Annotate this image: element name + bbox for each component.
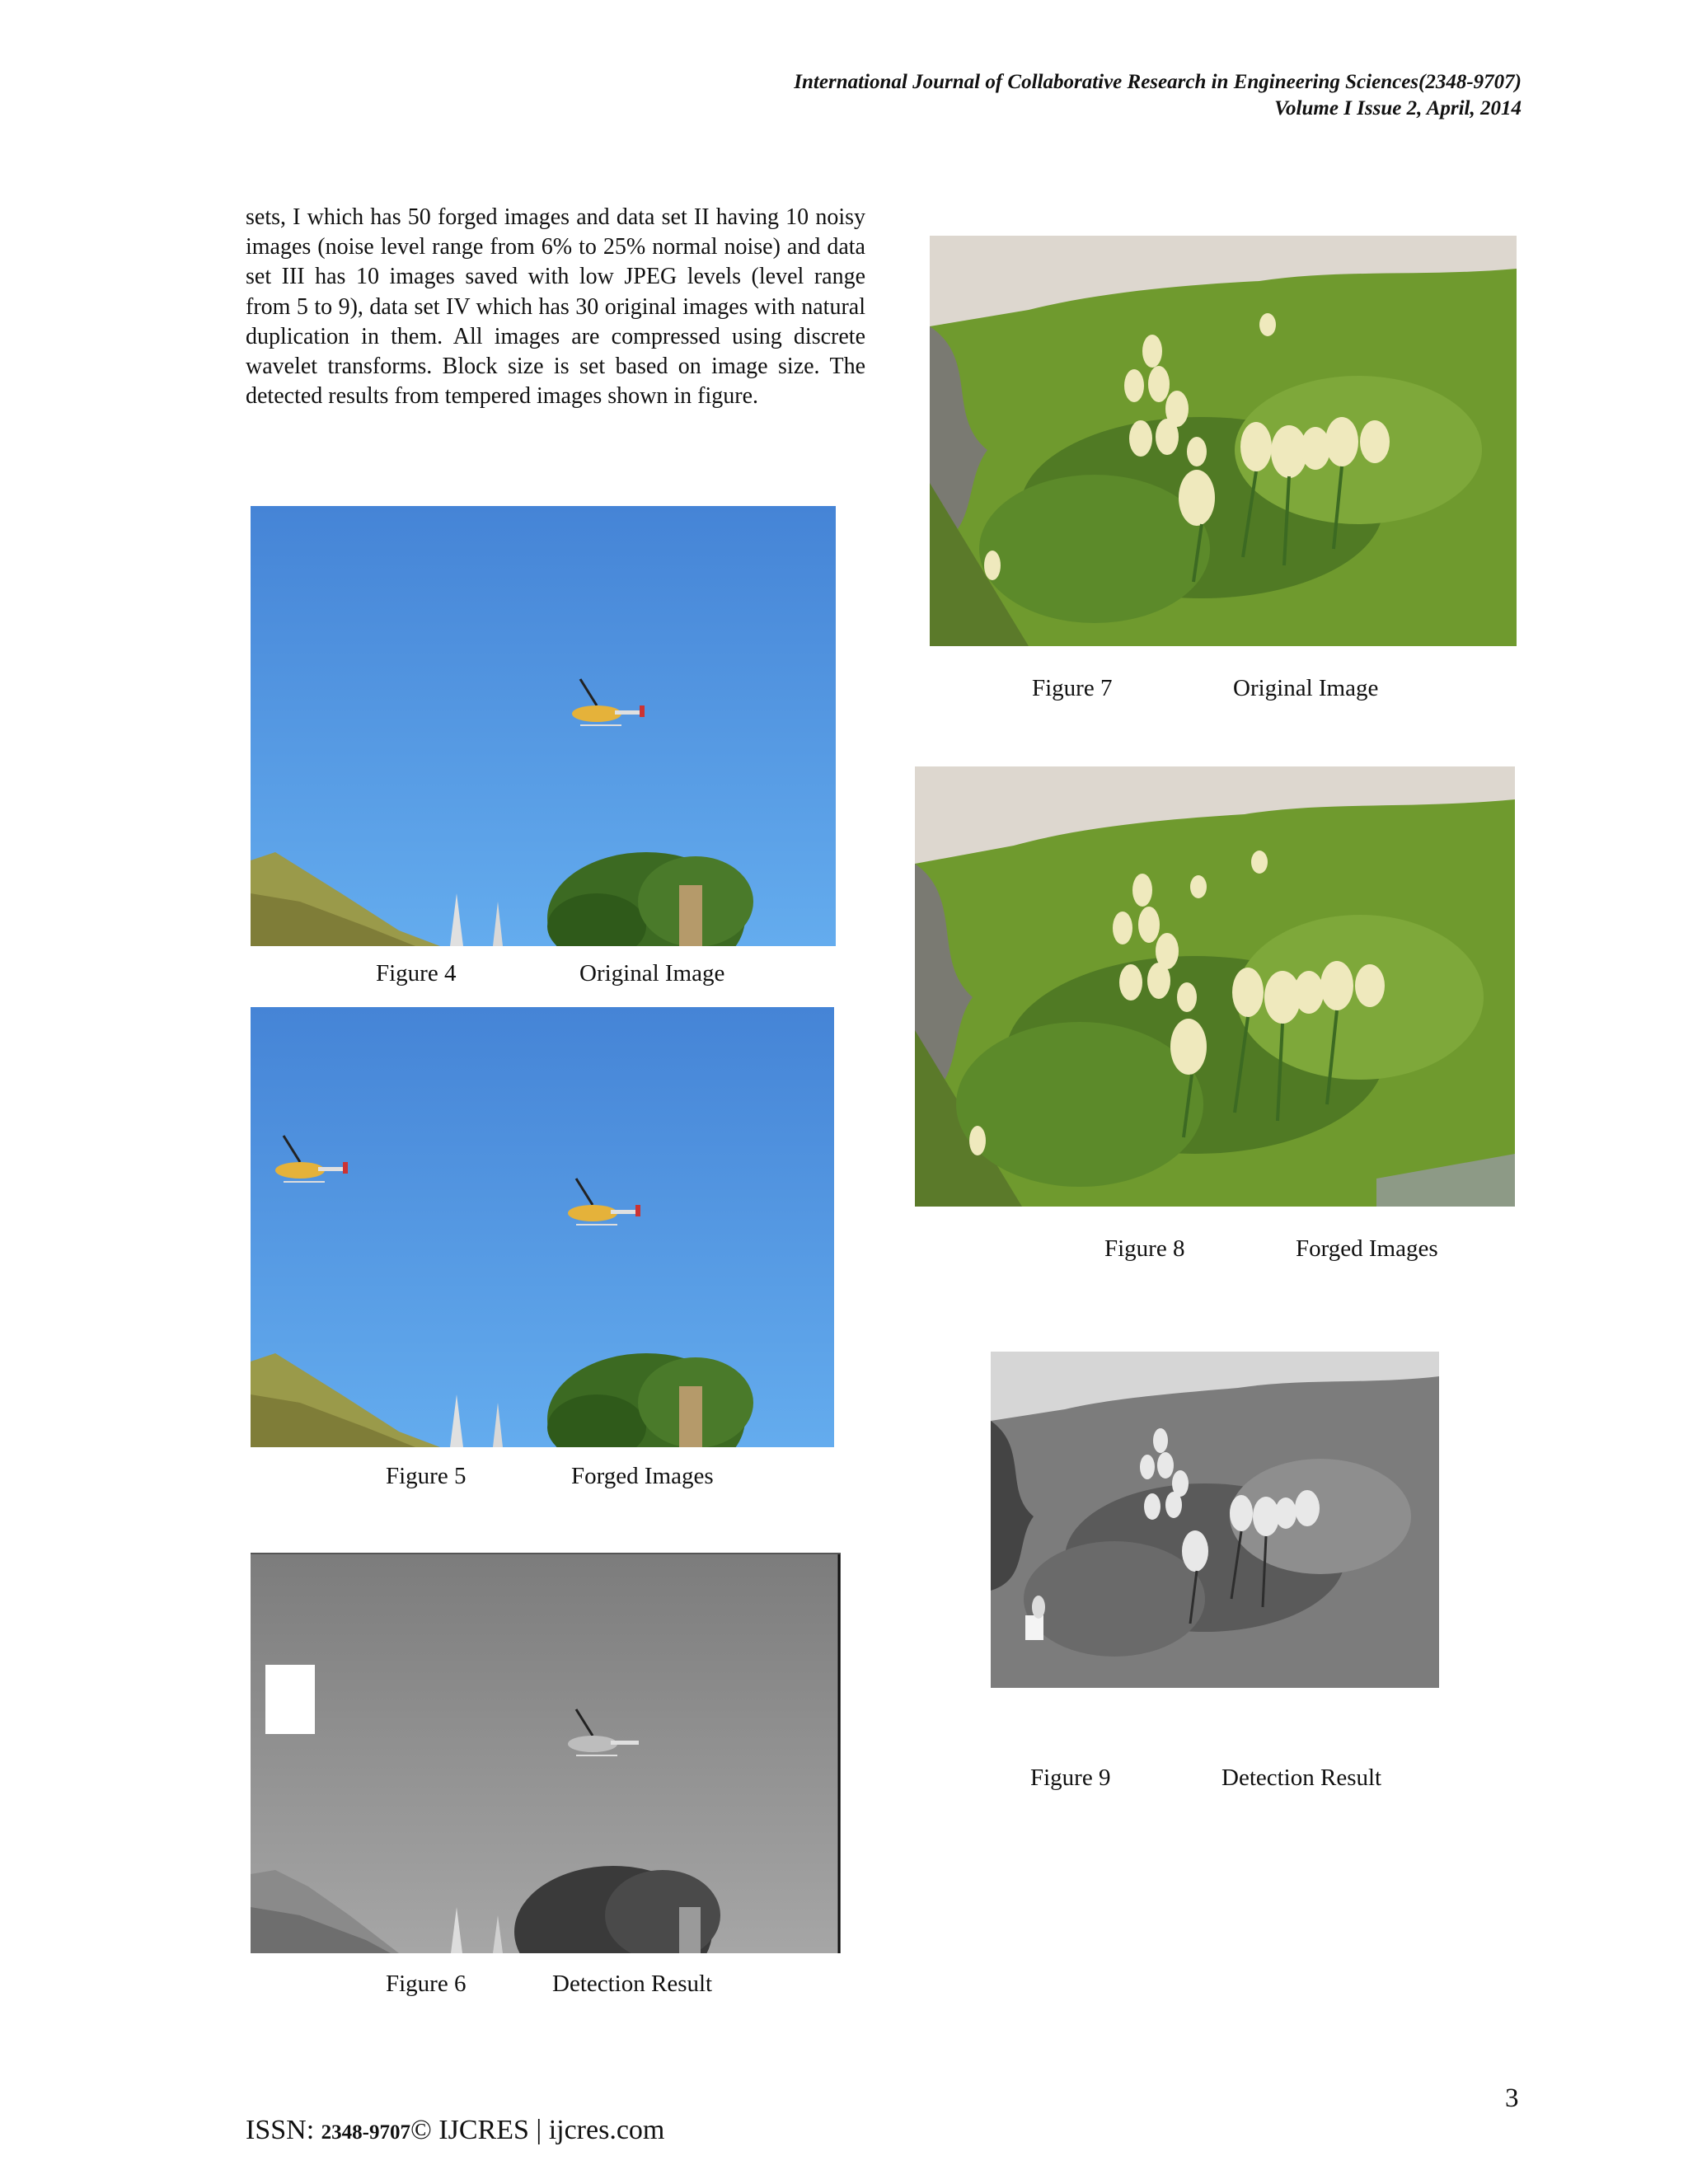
body-paragraph: sets, I which has 50 forged images and data set II having 10 noisy images (noise level range from 6% to 25% normal noise) and data set III has 10 images saved with low JPEG levels (level range from 5 to 9), data set IV which has 30 original images with natural duplication in them. All images are compressed using discrete wavelet transforms. Block size is set based on image size. The detected results from tempered images shown in figure.: [246, 204, 865, 410]
figure-4-image: [251, 506, 836, 946]
figure-8-number: Figure 8: [1104, 1235, 1185, 1262]
figure-5-caption: Forged Images: [571, 1463, 714, 1489]
figure-4-caption: Original Image: [579, 960, 725, 987]
figure-9-image: [991, 1352, 1439, 1688]
figure-9-number: Figure 9: [1030, 1765, 1111, 1791]
figure-6-number: Figure 6: [386, 1971, 467, 1997]
footer-issn-label: ISSN:: [246, 2115, 321, 2145]
figure-8-caption: Forged Images: [1296, 1235, 1438, 1262]
figure-7-image: [930, 236, 1517, 646]
footer-copyright: © IJCRES | ijcres.com: [410, 2115, 665, 2145]
journal-title: International Journal of Collaborative Research in Engineering Sciences(2348-9707): [794, 71, 1522, 93]
figure-7-number: Figure 7: [1032, 675, 1113, 701]
figure-7-caption: Original Image: [1233, 675, 1379, 701]
volume-issue: Volume I Issue 2, April, 2014: [1274, 97, 1522, 120]
page-number: 3: [1505, 2083, 1519, 2113]
footer-issn-number: 2348-9707: [321, 2121, 410, 2144]
figure-6-caption: Detection Result: [552, 1971, 713, 1997]
figure-4-number: Figure 4: [376, 960, 457, 987]
figure-9-caption: Detection Result: [1221, 1765, 1382, 1791]
figure-8-image: [915, 766, 1515, 1207]
figure-5-image: [251, 1007, 834, 1447]
footer: [246, 2115, 664, 2146]
figure-6-image: [251, 1553, 841, 1953]
figure-5-number: Figure 5: [386, 1463, 467, 1489]
